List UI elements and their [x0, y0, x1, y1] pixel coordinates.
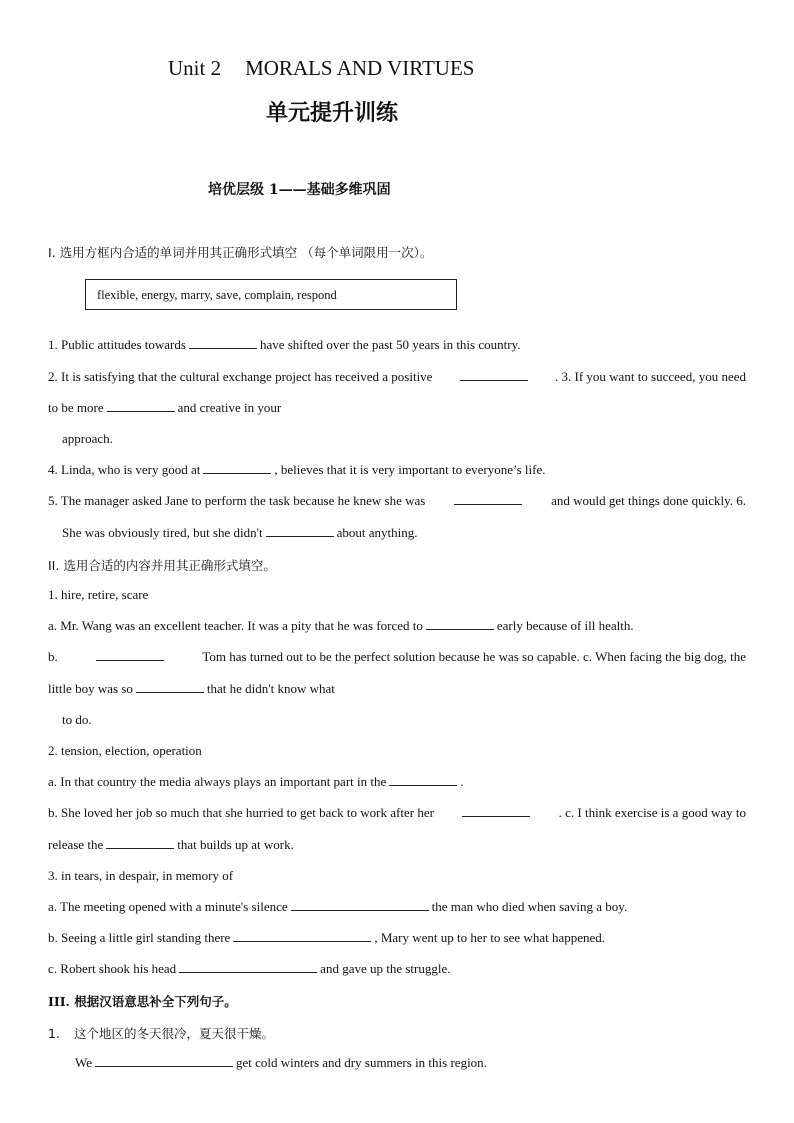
question-text: . 3. If you want to succeed, you need [555, 369, 746, 384]
page-title [168, 56, 474, 81]
question-6 [62, 525, 417, 541]
question-text: b. Seeing a little girl standing there [48, 930, 231, 945]
question-text: b. She loved her job so much that she hurried to get back to work after her [48, 805, 434, 820]
question-text: 4. Linda, who is very good at [48, 462, 201, 477]
question-text: 5. The manager asked Jane to perform the task because he knew she was [48, 493, 426, 508]
question-text: , Mary went up to her to see what happened. [374, 930, 606, 945]
question-3-end: approach. [62, 431, 113, 446]
question-3-cont [48, 400, 281, 416]
section3-instruction: III. 根据汉语意思补全下列句子。 [48, 994, 237, 1009]
question-number: 1. [48, 1026, 60, 1041]
section2-instruction: II. 选用合适的内容并用其正确形式填空。 [48, 558, 276, 573]
question-4 [48, 462, 546, 478]
question-text: and creative in your [177, 400, 282, 415]
answer-blank[interactable] [389, 774, 457, 786]
question-text: . [460, 774, 464, 789]
group-2-c [48, 837, 294, 853]
answer-blank[interactable] [291, 899, 429, 911]
answer-blank[interactable] [462, 805, 530, 817]
question-text: a. Mr. Wang was an excellent teacher. It was a pity that he was forced to [48, 618, 423, 633]
unit-number: Unit 2 [168, 56, 222, 80]
question-text: c. Robert shook his head [48, 961, 177, 976]
question-text: , believes that it is very important to everyone’s life. [274, 462, 546, 477]
group-3-words: 3. in tears, in despair, in memory of [48, 868, 234, 883]
group-3-a [48, 899, 627, 915]
question-text: that builds up at work. [177, 837, 294, 852]
question-text: . c. I think exercise is a good way to [558, 805, 746, 820]
question-text: We [75, 1055, 92, 1070]
group-3-c [48, 961, 451, 977]
question-text: 1. Public attitudes towards [48, 337, 186, 352]
section1-instruction: I. 选用方框内合适的单词并用其正确形式填空 （每个单词限用一次）。 [48, 245, 433, 260]
question-text: Tom has turned out to be the perfect solution because he was so capable. c. When facing the big dog, the [202, 649, 746, 664]
question-text: get cold winters and dry summers in this region. [236, 1055, 487, 1070]
answer-blank[interactable] [107, 400, 175, 412]
question-text: little boy was so [48, 681, 133, 696]
group-2-b [48, 805, 746, 821]
question-text: b. [48, 649, 58, 664]
question-text: that he didn't know what [206, 681, 335, 696]
unit-title: MORALS AND VIRTUES [245, 56, 475, 80]
question-5 [48, 493, 746, 509]
group-2-words: 2. tension, election, operation [48, 743, 202, 758]
question-text: and would get things done quickly. 6. [551, 493, 746, 508]
question-chinese: 这个地区的冬天很冷，夏天很干燥。 [73, 1026, 274, 1041]
question-text: She was obviously tired, but she didn't [62, 525, 263, 540]
answer-blank[interactable] [136, 681, 204, 693]
question-1 [48, 337, 520, 353]
answer-blank[interactable] [189, 337, 257, 349]
answer-blank[interactable] [460, 369, 528, 381]
group-2-a [48, 774, 464, 790]
question-2-3 [48, 369, 746, 385]
answer-blank[interactable] [233, 930, 371, 942]
question-text: have shifted over the past 50 years in this country. [259, 337, 521, 352]
answer-blank[interactable] [106, 837, 174, 849]
group-1-c-end: to do. [62, 712, 92, 727]
answer-blank[interactable] [426, 618, 494, 630]
question-text: to be more [48, 400, 104, 415]
answer-blank[interactable] [95, 1055, 233, 1067]
answer-blank[interactable] [266, 525, 334, 537]
question-text: a. The meeting opened with a minute's silence [48, 899, 288, 914]
answer-blank[interactable] [203, 462, 271, 474]
section3-answer-1 [75, 1055, 487, 1071]
group-1-words: 1. hire, retire, scare [48, 587, 149, 602]
group-1-a [48, 618, 634, 634]
answer-blank[interactable] [454, 493, 522, 505]
question-text: release the [48, 837, 104, 852]
question-text: and gave up the struggle. [320, 961, 451, 976]
answer-blank[interactable] [96, 649, 164, 661]
group-1-b [48, 649, 746, 665]
group-3-b [48, 930, 605, 946]
question-text: early because of ill health. [496, 618, 634, 633]
group-1-c [48, 681, 335, 697]
word-box: flexible, energy, marry, save, complain, respond [85, 279, 457, 310]
question-text: about anything. [336, 525, 418, 540]
question-text: the man who died when saving a boy. [431, 899, 628, 914]
level-heading: 培优层级 1——基础多维巩固 [208, 182, 391, 198]
page-subtitle: 单元提升训练 [266, 100, 399, 126]
answer-blank[interactable] [179, 961, 317, 973]
question-text: a. In that country the media always plays an important part in the [48, 774, 387, 789]
section3-question-1 [48, 1024, 274, 1042]
question-text: 2. It is satisfying that the cultural exchange project has received a positive [48, 369, 433, 384]
